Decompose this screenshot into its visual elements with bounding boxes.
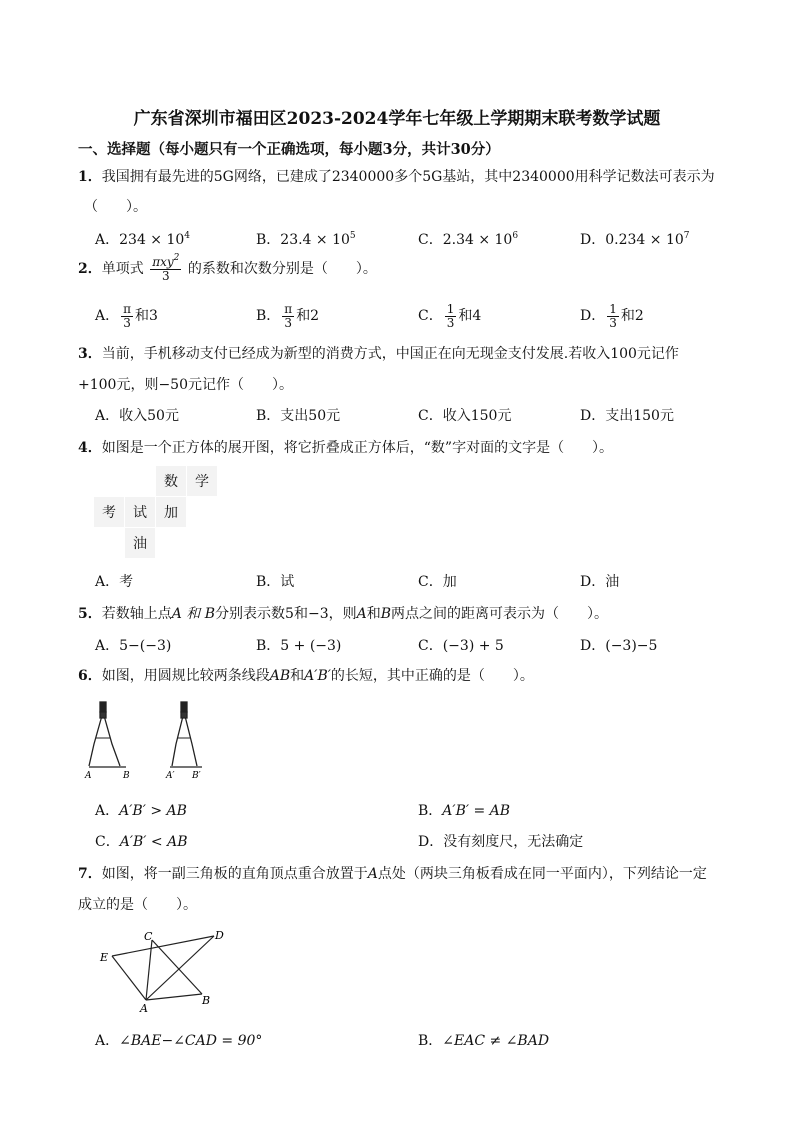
point-label: B — [202, 994, 211, 1007]
option-c — [418, 405, 511, 425]
fraction-numerator: π — [284, 302, 293, 316]
option-text: 没有刻度尺，无法确定 — [443, 834, 584, 850]
point-label: D — [215, 929, 224, 942]
option-text: 收入150元 — [442, 408, 512, 424]
option-text: 支出150元 — [605, 408, 674, 424]
option-letter: C． — [418, 408, 443, 424]
option-c — [95, 831, 188, 851]
net-cell: 加 — [156, 497, 186, 527]
option-a — [95, 405, 179, 425]
option-text: 油 — [605, 574, 620, 590]
option-letter: C． — [418, 574, 443, 590]
option-letter: D． — [418, 834, 444, 850]
question-number: 4． — [78, 440, 102, 456]
option-letter: A． — [95, 803, 120, 819]
option-fraction — [282, 303, 294, 329]
question-number: 5． — [78, 606, 102, 622]
point-label: B′ — [192, 771, 201, 781]
question-1 — [78, 166, 715, 186]
question-number: 3． — [78, 346, 102, 362]
option-a — [95, 571, 133, 591]
fraction-numerator: 1 — [609, 302, 617, 316]
option-c — [418, 303, 481, 329]
fraction-denominator: 3 — [609, 315, 617, 330]
question-3-continuation: +100元，则−50元记作（ ）。 — [78, 377, 293, 393]
option-letter: D． — [580, 232, 606, 248]
question-text: 单项式 — [101, 261, 144, 278]
option-math: 2.34 × 10 — [442, 232, 513, 248]
question-5 — [78, 603, 608, 623]
question-number: 7． — [78, 866, 102, 882]
option-fraction — [445, 303, 457, 329]
question-text: 点处（两块三角板看成在同一平面内），下列结论一定 — [377, 866, 707, 882]
option-b — [256, 571, 294, 591]
option-c — [418, 571, 457, 591]
net-cell: 油 — [125, 528, 155, 558]
option-d — [580, 635, 657, 655]
option-letter: D． — [580, 408, 606, 424]
point-label: A — [140, 1002, 148, 1014]
question-4 — [78, 437, 613, 457]
option-math: (−3) + 5 — [442, 638, 504, 654]
option-text: 试 — [280, 574, 295, 590]
question-text: 我国拥有最先进的5G网络，已建成了2340000多个5G基站，其中2340000用科学记数法可表示为 — [101, 169, 715, 185]
option-letter: C． — [95, 834, 120, 850]
option-math: ∠EAC ≠ ∠BAD — [442, 1033, 550, 1049]
question-text: 和 — [366, 606, 381, 622]
math-variable: B — [380, 606, 392, 622]
option-text: 和4 — [458, 308, 482, 325]
option-fraction — [607, 303, 619, 329]
monomial-fraction — [150, 253, 181, 283]
compass-figure — [80, 696, 220, 784]
option-math: 234 × 10 — [119, 232, 185, 248]
fraction-numerator: πxy — [152, 255, 174, 269]
cube-net-figure — [94, 466, 218, 558]
question-3 — [78, 343, 679, 363]
option-math: A′B′ < AB — [119, 834, 188, 850]
point-label: A — [85, 771, 92, 781]
fraction-denominator: 3 — [123, 315, 131, 330]
option-math: A′B′ = AB — [442, 803, 511, 819]
option-letter: B． — [256, 408, 281, 424]
option-b — [418, 1030, 549, 1050]
option-exponent: 4 — [184, 231, 191, 241]
option-letter: A． — [95, 408, 120, 424]
option-a — [95, 1030, 262, 1050]
option-text: 收入50元 — [119, 408, 179, 424]
option-math: 0.234 × 10 — [605, 232, 684, 248]
option-letter: B． — [256, 308, 281, 325]
question-number: 6． — [78, 668, 102, 684]
option-a — [95, 635, 171, 655]
fraction-denominator: 3 — [284, 315, 293, 330]
option-letter: A． — [95, 232, 120, 248]
question-text: 分别表示数5和−3，则 — [215, 606, 357, 622]
section-heading: 一、选择题（每小题只有一个正确选项，每小题3分，共计30分） — [78, 141, 500, 158]
option-c — [418, 229, 518, 249]
question-7-continuation: 成立的是（ ）。 — [78, 897, 197, 913]
question-6 — [78, 665, 534, 685]
fraction-denominator: 3 — [446, 315, 455, 330]
option-d — [418, 831, 583, 851]
option-letter: A． — [95, 308, 120, 325]
segment-ad — [146, 936, 214, 1000]
segment-ab — [146, 994, 202, 1000]
fraction-numerator: π — [123, 302, 132, 316]
option-text: 考 — [119, 574, 134, 590]
option-letter: A． — [95, 1033, 120, 1049]
option-b — [256, 303, 319, 329]
question-number: 1． — [78, 169, 102, 185]
option-text: 和2 — [296, 308, 320, 325]
option-fraction — [121, 303, 133, 329]
question-text: 两点之间的距离可表示为（ ）。 — [391, 606, 609, 622]
page-title: 广东省深圳市福田区2023-2024学年七年级上学期期末联考数学试题 — [133, 109, 661, 129]
net-cell: 数 — [156, 466, 186, 496]
option-math: 5 + (−3) — [280, 638, 342, 654]
point-label: E — [100, 951, 109, 964]
fraction-exponent: 2 — [173, 253, 180, 263]
math-variable: A — [367, 866, 378, 882]
question-7 — [78, 863, 707, 883]
option-a — [95, 229, 190, 249]
triangle-figure — [94, 926, 234, 1014]
option-text: 和3 — [135, 308, 158, 325]
option-exponent: 6 — [512, 231, 519, 241]
question-text: 如图，将一副三角板的直角顶点重合放置于 — [101, 866, 368, 882]
option-letter: C． — [418, 308, 443, 325]
option-math: (−3)−5 — [605, 638, 658, 654]
math-variable: AB — [269, 668, 291, 684]
question-text: 若数轴上点 — [101, 606, 172, 622]
option-letter: A． — [95, 574, 120, 590]
math-variable: A′B′ — [304, 668, 331, 684]
option-letter: D． — [580, 308, 606, 325]
question-text: 如图，用圆规比较两条线段 — [101, 668, 270, 684]
option-b — [256, 635, 341, 655]
option-b — [256, 229, 356, 249]
option-a — [95, 800, 187, 820]
math-variable: A — [356, 606, 367, 622]
question-text: 的长短，其中正确的是（ ）。 — [330, 668, 534, 684]
option-letter: B． — [256, 638, 281, 654]
option-letter: B． — [418, 1033, 443, 1049]
question-number: 2． — [78, 261, 102, 278]
compass-icon — [172, 702, 197, 766]
option-b — [418, 800, 510, 820]
segment-cb — [152, 940, 202, 994]
question-text: 当前，手机移动支付已经成为新型的消费方式，中国正在向无现金支付发展.若收入100元记作 — [101, 346, 679, 362]
option-letter: D． — [580, 574, 606, 590]
option-math: 5−(−3) — [119, 638, 172, 654]
option-text: 支出50元 — [280, 408, 341, 424]
compass-icon — [89, 702, 120, 766]
question-text: 和 — [290, 668, 305, 684]
math-variable: A 和 B — [171, 606, 216, 622]
option-letter: C． — [418, 232, 443, 248]
question-text: 的系数和次数分别是（ ）。 — [187, 261, 377, 278]
option-c — [418, 635, 504, 655]
point-label: B — [123, 771, 130, 781]
point-label: A′ — [166, 771, 175, 781]
segment-ae — [112, 956, 146, 1000]
option-math: A′B′ > AB — [119, 803, 187, 819]
option-letter: B． — [418, 803, 443, 819]
option-math: 23.4 × 10 — [280, 232, 350, 248]
option-d — [580, 571, 619, 591]
question-text: 如图是一个正方体的展开图，将它折叠成正方体后，“数”字对面的文字是（ ）。 — [101, 440, 614, 456]
segment-ed — [112, 936, 214, 956]
net-cell: 试 — [125, 497, 155, 527]
option-letter: B． — [256, 232, 281, 248]
fraction-numerator: 1 — [446, 302, 455, 316]
fraction-denominator: 3 — [161, 268, 170, 283]
option-text: 和2 — [620, 308, 644, 325]
option-exponent: 5 — [349, 231, 356, 241]
option-a — [95, 303, 158, 329]
option-d — [580, 229, 690, 249]
option-d — [580, 303, 644, 329]
net-cell: 学 — [187, 466, 217, 496]
option-letter: D． — [580, 638, 606, 654]
option-letter: A． — [95, 638, 120, 654]
option-letter: B． — [256, 574, 281, 590]
option-b — [256, 405, 340, 425]
question-1-continuation: （ ）。 — [84, 199, 147, 215]
option-letter: C． — [418, 638, 443, 654]
option-math: ∠BAE−∠CAD = 90° — [119, 1033, 263, 1049]
point-label: C — [144, 930, 153, 943]
option-d — [580, 405, 674, 425]
option-text: 加 — [442, 574, 457, 590]
option-exponent: 7 — [683, 231, 690, 241]
question-2 — [78, 253, 377, 283]
net-cell: 考 — [94, 497, 124, 527]
